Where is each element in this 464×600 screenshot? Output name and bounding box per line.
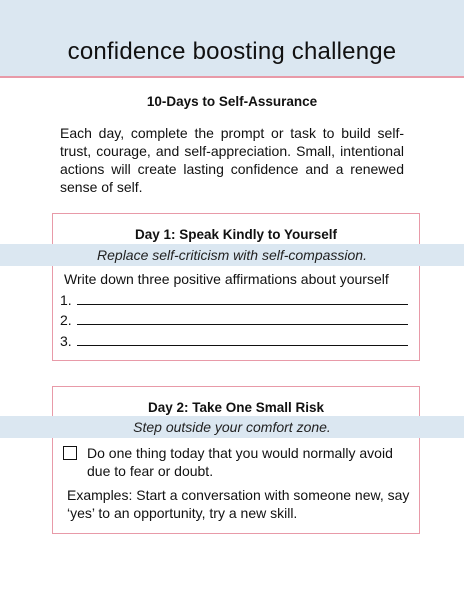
day-1-prompt: Write down three positive affirmations about yourself bbox=[64, 271, 389, 287]
day-2-tagline: Step outside your comfort zone. bbox=[133, 419, 331, 435]
day-1-tagline-band bbox=[0, 244, 464, 266]
writing-line[interactable] bbox=[77, 345, 408, 346]
affirmation-line-3[interactable] bbox=[60, 333, 410, 351]
line-number: 2. bbox=[60, 312, 72, 328]
line-number: 3. bbox=[60, 333, 72, 349]
day-2-title: Day 2: Take One Small Risk bbox=[147, 400, 325, 415]
writing-line[interactable] bbox=[77, 304, 408, 305]
day-2-task: Do one thing today that you would normally avoid due to fear or doubt. bbox=[87, 445, 393, 479]
section-subtitle: 10-Days to Self-Assurance bbox=[146, 94, 318, 109]
page-title: confidence boosting challenge bbox=[67, 38, 397, 65]
day-2-tagline-band bbox=[0, 416, 464, 438]
header-band bbox=[0, 0, 464, 78]
line-number: 1. bbox=[60, 292, 72, 308]
affirmation-line-2[interactable] bbox=[60, 312, 410, 330]
day-2-examples: Examples: Start a conversation with someone new, say ‘yes’ to an opportunity, try a new skill. bbox=[67, 487, 410, 521]
day-1-tagline: Replace self-criticism with self-compassion. bbox=[97, 247, 367, 263]
affirmation-line-1[interactable] bbox=[60, 292, 410, 310]
day-1-title: Day 1: Speak Kindly to Yourself bbox=[134, 227, 338, 242]
task-checkbox[interactable] bbox=[63, 446, 77, 460]
intro-paragraph: Each day, complete the prompt or task to build self-trust, courage, and self-appreciation. Small, intentional actions will create lasting confidence and a renewed sense of self. bbox=[60, 125, 404, 195]
writing-line[interactable] bbox=[77, 324, 408, 325]
